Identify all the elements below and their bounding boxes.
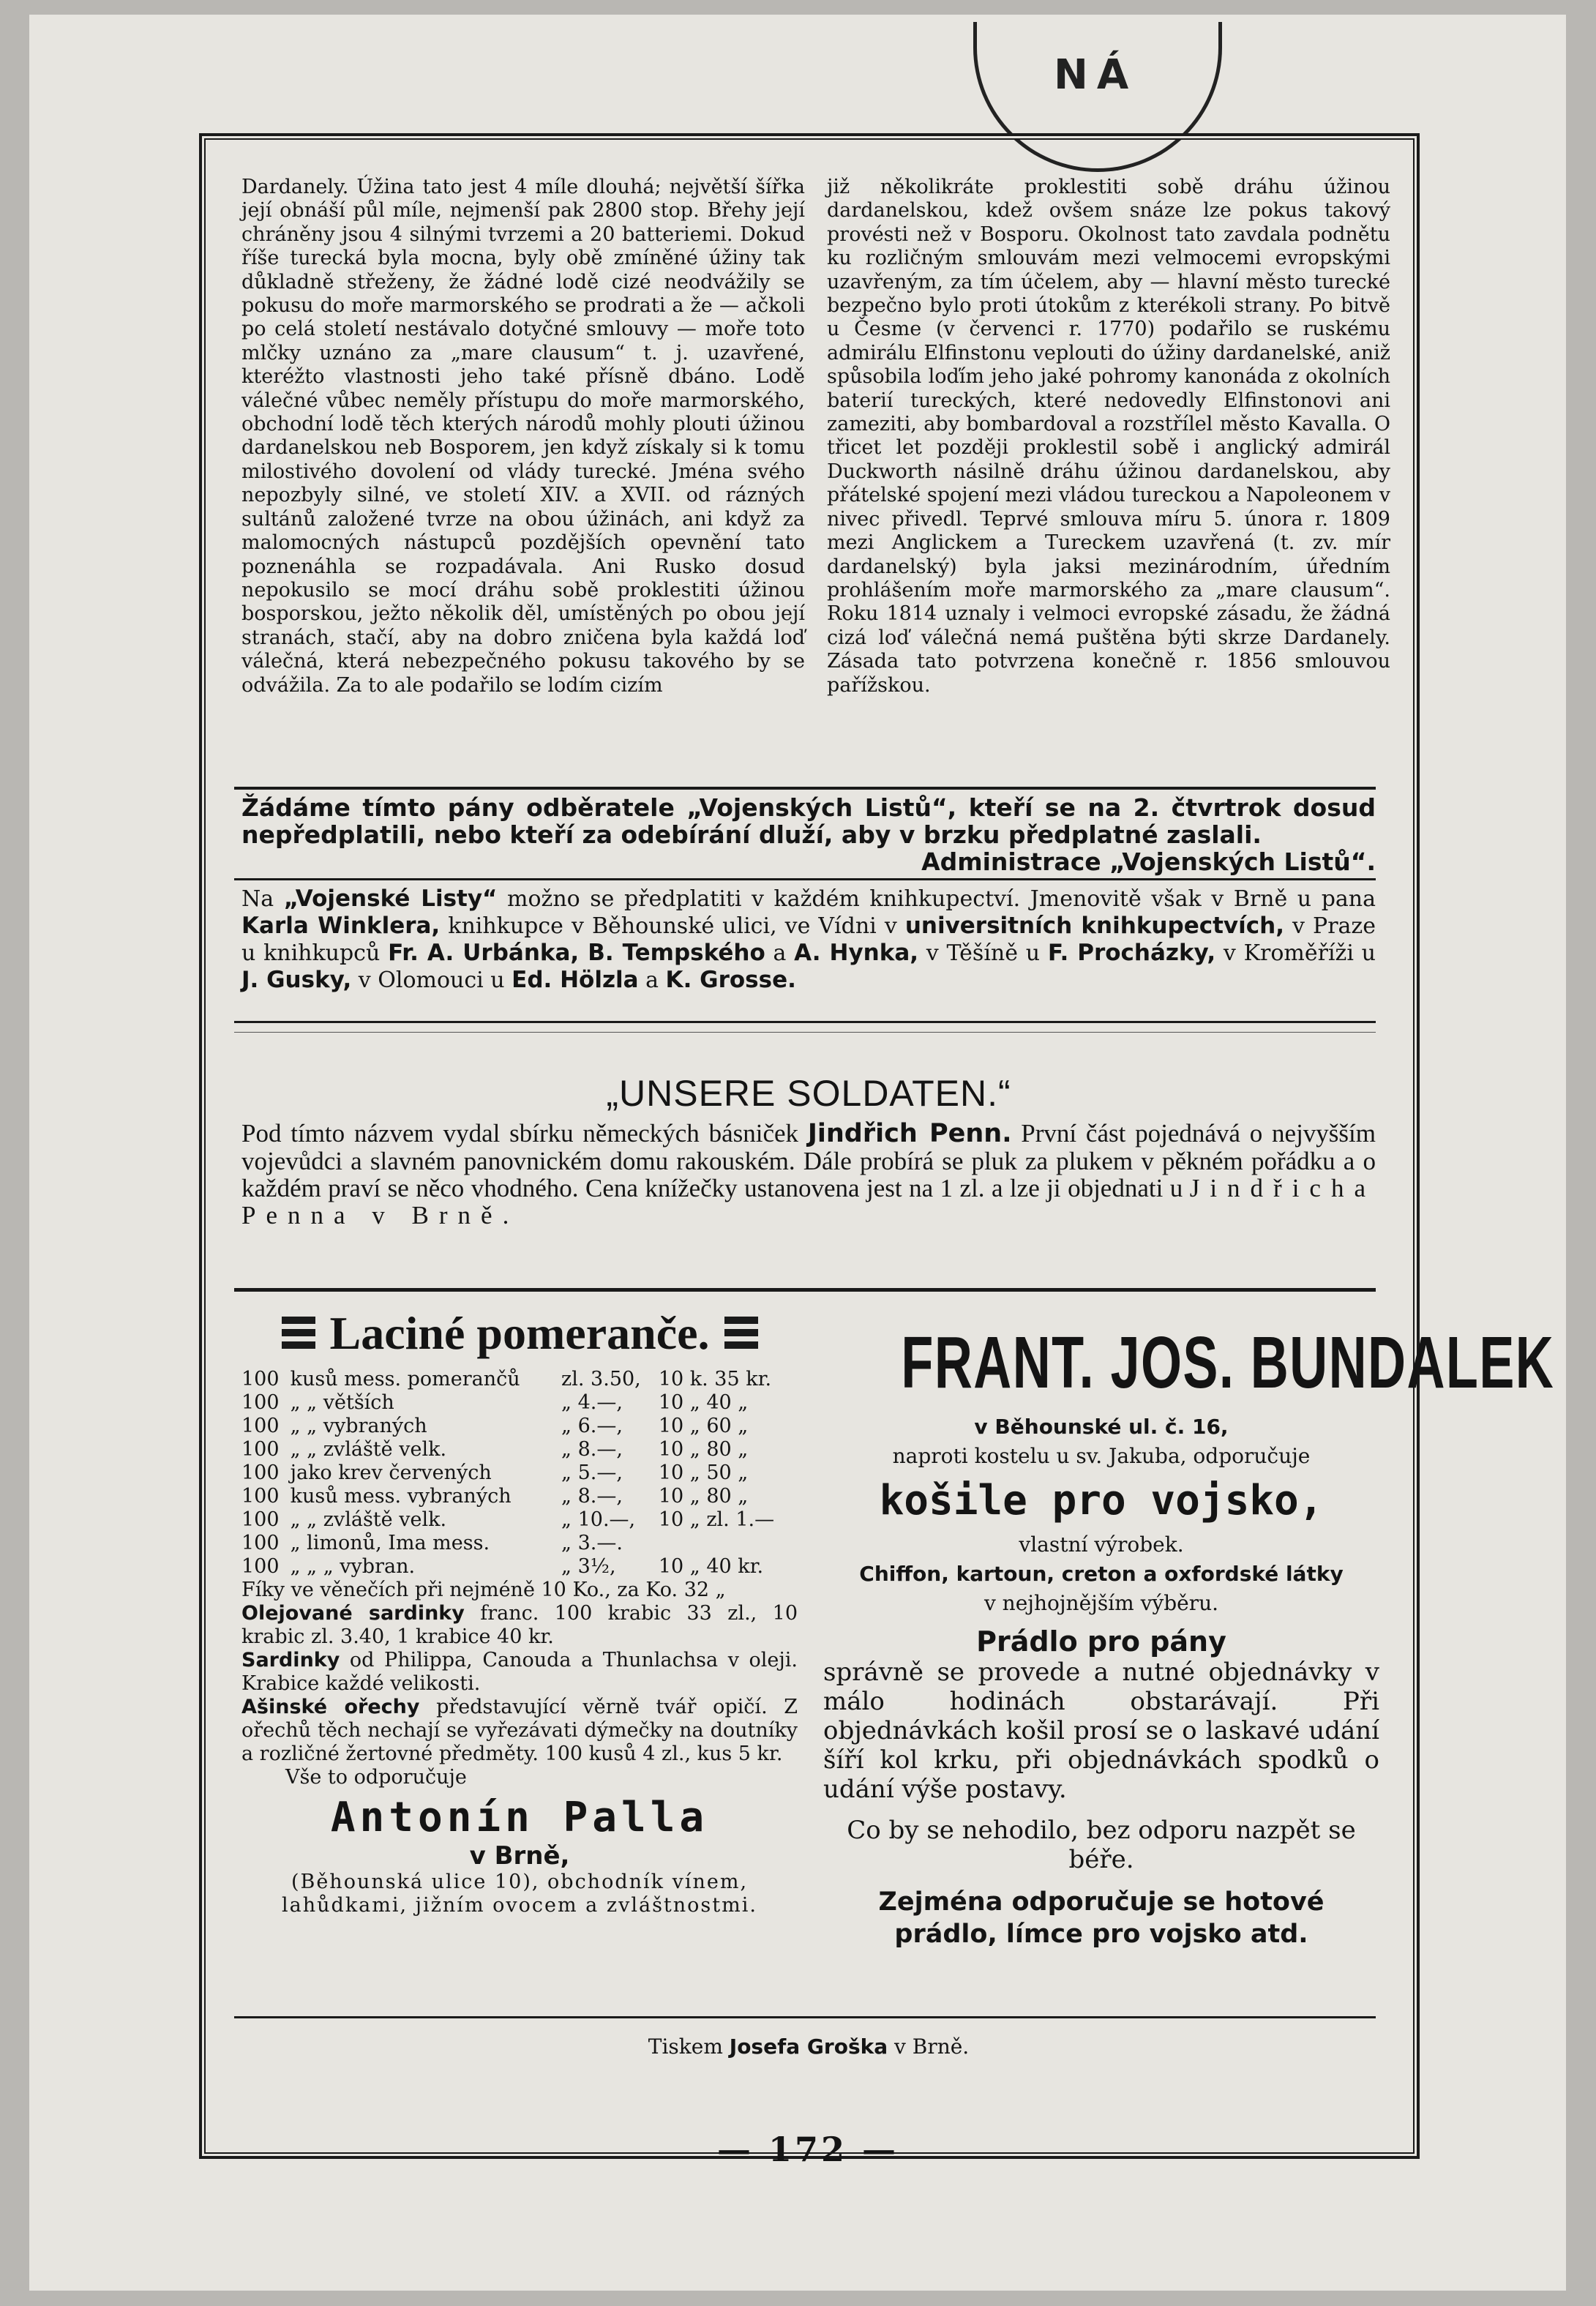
decorative-bars-icon xyxy=(282,1317,315,1350)
price-cell: 10 „ 60 „ xyxy=(658,1415,749,1437)
price-row xyxy=(241,1555,798,1579)
pradlo-text: správně se provede a nutné objednávky v málo hodinách obstarávají. Při objednávkách košil prosí se o laskavé udání šíří kol krku, při objednávkách spodků o udání výše postavy. xyxy=(823,1658,1379,1804)
price-row xyxy=(241,1415,798,1438)
sardines2-line: Sardinky od Philippa, Canouda a Thunlachsa v oleji. Krabice každé velikosti. xyxy=(241,1649,798,1695)
price-cell: 100 xyxy=(241,1532,280,1554)
price-cell: 10 „ 40 kr. xyxy=(658,1555,764,1578)
price-cell: „ 8.—, xyxy=(561,1438,623,1461)
price-cell: „ 5.—, xyxy=(561,1461,623,1484)
product-note: vlastní výrobek. xyxy=(1019,1532,1184,1557)
price-cell: „ 10.—, xyxy=(561,1508,636,1531)
bundalek-advertisement xyxy=(823,1321,1555,1950)
price-cell: 100 xyxy=(241,1391,280,1414)
sardines-line: Olejované sardinky franc. 100 krabic 33 zl., 10 krabic zl. 3.40, 1 krabice 40 kr. xyxy=(241,1602,798,1648)
subscription-notice-signature: Administrace „Vojenských Listů“. xyxy=(921,847,1376,876)
price-row xyxy=(241,1461,798,1485)
shop-name: FRANT. JOS. BUNDALEK xyxy=(901,1322,1555,1404)
price-cell: „ 4.—, xyxy=(561,1391,623,1414)
return-policy: Co by se nehodilo, bez odporu nazpět se béře. xyxy=(847,1816,1356,1874)
price-cell: „ 8.—, xyxy=(561,1485,623,1508)
merchant-address: (Běhounská ulice 10), obchodník vínem, lahůdkami, jižním ovocem a zvláštnostmi. xyxy=(282,1871,757,1917)
special-offer: Zejména odporučuje se hotové prádlo, límce pro vojsko atd. xyxy=(878,1887,1325,1949)
divider-rule xyxy=(234,2016,1376,2018)
price-cell: „ 3½, xyxy=(561,1555,616,1578)
price-cell: 10 „ zl. 1.— xyxy=(658,1508,775,1531)
price-cell: jako krev červených xyxy=(290,1461,492,1484)
recommend-line: Vše to odporučuje xyxy=(285,1766,467,1789)
decorative-bars-icon xyxy=(724,1317,758,1350)
price-cell: 100 xyxy=(241,1555,280,1578)
price-cell: 10 „ 40 „ xyxy=(658,1391,749,1414)
price-cell: 10 „ 80 „ xyxy=(658,1485,749,1508)
price-cell: 100 xyxy=(241,1461,280,1484)
price-cell: „ limonů, Ima mess. xyxy=(290,1532,490,1554)
price-cell: 10 „ 80 „ xyxy=(658,1438,749,1461)
product-headline: košile pro vojsko, xyxy=(879,1477,1324,1524)
price-row xyxy=(241,1391,798,1415)
ad-title: Laciné pomeranče. xyxy=(329,1307,710,1359)
price-cell: „ „ zvláště velk. xyxy=(290,1438,447,1461)
price-row xyxy=(241,1508,798,1532)
price-table xyxy=(241,1368,798,1579)
price-cell: 100 xyxy=(241,1485,280,1508)
divider-rule xyxy=(234,1021,1376,1023)
price-cell: „ 6.—, xyxy=(561,1415,623,1437)
price-cell: „ „ vybraných xyxy=(290,1415,427,1437)
price-cell: 10 k. 35 kr. xyxy=(658,1368,772,1390)
price-cell: 100 xyxy=(241,1508,280,1531)
fabrics-line: Chiffon, kartoun, creton a oxfordské látky xyxy=(859,1562,1344,1586)
price-row xyxy=(241,1532,798,1555)
divider-rule xyxy=(234,878,1376,880)
contact-name: Jindřicha Penna v Brně. xyxy=(241,1174,1376,1229)
price-row xyxy=(241,1368,798,1391)
price-cell: kusů mess. vybraných xyxy=(290,1485,512,1508)
price-cell: „ „ zvláště velk. xyxy=(290,1508,447,1531)
price-cell: „ „ „ vybran. xyxy=(290,1555,416,1578)
palla-advertisement xyxy=(241,1306,798,1917)
shop-address: v Běhounské ul. č. 16, xyxy=(974,1415,1229,1439)
unsere-soldaten-body: Pod tímto názvem vydal sbírku německých básniček Jindřich Penn. První část pojednává o nejvyšším vojevůdci a slavném panovnickém domu rakouském. Dále probírá se pluk za plukem v pěkném pořádku a o každém praví se něco vhodného. Cena knížečky ustanovena jest na 1 zl. a lze ji objednati u Jindřicha Penna v Brně. xyxy=(241,1119,1376,1229)
divider-rule xyxy=(234,1288,1376,1292)
choice-line: v nejhojnějším výběru. xyxy=(984,1591,1219,1615)
divider-rule-thin xyxy=(234,1032,1376,1033)
page-number: — 172 — xyxy=(717,2130,899,2169)
price-cell xyxy=(659,1532,798,1555)
price-cell: „ „ větších xyxy=(290,1391,394,1414)
price-row xyxy=(241,1485,798,1508)
bookseller-notice: Na „Vojenské Listy“ možno se předplatiti v každém knihkupectví. Jmenovitě však v Brně u pana Karla Winklera, knihkupce v Běhounské ulici, ve Vídni v universitních knihkupectvích, v Praze u knihkupců Fr. A. Urbánka, B. Tempského a A. Hynka, v Těšíně u F. Procházky, v Kroměříži u J. Gusky, v Olomouci u Ed. Hölzla a K. Grosse. xyxy=(241,886,1376,993)
price-cell: „ 3.—. xyxy=(561,1532,623,1554)
price-cell: 100 xyxy=(241,1415,280,1437)
pradlo-heading: Prádlo pro pány xyxy=(976,1625,1226,1658)
unsere-soldaten-title: „UNSERE SOLDATEN.“ xyxy=(606,1073,1011,1114)
price-cell: 10 „ 50 „ xyxy=(658,1461,749,1484)
price-cell: kusů mess. pomerančů xyxy=(290,1368,520,1390)
subscription-notice-text: Žádáme tímto pány odběratele „Vojenských Listů“, kteří se na 2. čtvrtrok dosud nepředplatili, nebo kteří za odebírání dluží, aby v brzku předplatné zaslali. xyxy=(241,793,1376,849)
article-right-column: již několikráte proklestiti sobě dráhu úžinou dardanelskou, kdež ovšem snáze lze pokus takový provésti než v Bosporu. Okolnost tato zavdala podnětu ku rozličným smlouvám mezi velmocemi evropskými uzavřeným, za tím účelem, aby — hlavní město turecké bezpečno bylo proti útokům z kterékoli strany. Po bitvě u Česme (v červenci r. 1770) podařilo se ruskému admirálu Elfinstonu veplouti do úžiny dardanelské, aniž spůsobila loďím jeho jaké pohromy kanonáda z okolních baterií tureckých, které nedovedly Elfinstonovi ani zameziti, aby bombardoval a rozstřílel město Kavalla. O třicet let později proklestil sobě i anglický admirál Duckworth násilně dráhu úžinou dardanelskou, aby přátelské spojení mezi vládou tureckou a Napoleonem v nivec přivedl. Teprvé smlouva míru 5. února r. 1809 mezi Anglickem a Tureckem uzavřená (t. zv. mír dardanelský) byla jaksi mezinárodním, úředním prohlášením moře marmorského za „mare clausum“. Roku 1814 uznaly i velmoci evropské zásadu, že žádná cizá loď válečná nemá puštěna býti skrze Dardanely. Zásada tato potvrzena konečně r. 1856 smlouvou pařížskou. xyxy=(827,176,1390,697)
article-left-column: Dardanely. Úžina tato jest 4 míle dlouhá; největší šířka její obnáší půl míle, nejmenší pak 2800 stop. Břehy její chráněny jsou 4 silnými tvrzemi a 20 batteriemi. Dokud říše turecká byla mocna, byly obě zmíněné úžiny tak důkladně střeženy, že žádné lodě cizé neodvážily se pokusu do moře marmorského se prodrati a že — ačkoli po celá století nestávalo dotyčné smlouvy — moře toto mlčky uznáno za „mare clausum“ t. j. uzavřené, kteréžto vlastnosti jeho také přísně dbáno. Lodě válečné vůbec neměly přístupu do moře marmorského, obchodní lodě těch kterých národů mohly plouti úžinou dardanelskou neb Bosporem, jen když získaly si k tomu milostivého dovolení od vlády turecké. Jména svého nepozbyly silné, ve století XIV. a XVII. od rázných sultánů založené tvrze na obou úžinách, ani když za malomocných nástupců pozdějších opevnění tato poznenáhla se rozpadávala. Ani Rusko dosud nepokusilo se mocí dráhu sobě proklestiti úžinou bosporskou, ježto několik děl, umístěných po obou její stranách, stačí, aby na dobro zničena byla každá loď válečná, která nebezpečného pokusu takového by se odvážila. Za to ale podařilo se lodím cizím xyxy=(241,176,805,697)
price-row xyxy=(241,1438,798,1461)
author-name: Jindřich Penn. xyxy=(807,1119,1012,1148)
merchant-city: v Brně, xyxy=(469,1841,570,1871)
divider-rule xyxy=(234,787,1376,790)
figs-line: Fíky ve věnečích při nejméně 10 Ko., za Ko. 32 „ xyxy=(241,1579,726,1601)
subscription-notice xyxy=(241,794,1376,875)
price-cell: 100 xyxy=(241,1438,280,1461)
nuts-line: Ašinské ořechy představující věrně tvář opičí. Z ořechů těch nechají se vyřezávati dýmečky na doutníky a rozličné žertovné předměty. 100 kusů 4 zl., kus 5 kr. xyxy=(241,1696,798,1765)
price-cell: zl. 3.50, xyxy=(561,1368,641,1390)
printer-credit: Tiskem Josefa Groška v Brně. xyxy=(648,2034,970,2059)
merchant-name: Antonín Palla xyxy=(330,1794,709,1841)
library-stamp-text: NÁ xyxy=(1054,51,1138,99)
price-cell: 100 xyxy=(241,1368,280,1390)
shop-location: naproti kostelu u sv. Jakuba, odporučuje xyxy=(892,1444,1311,1468)
journal-name: „Vojenské Listy“ xyxy=(283,886,498,912)
